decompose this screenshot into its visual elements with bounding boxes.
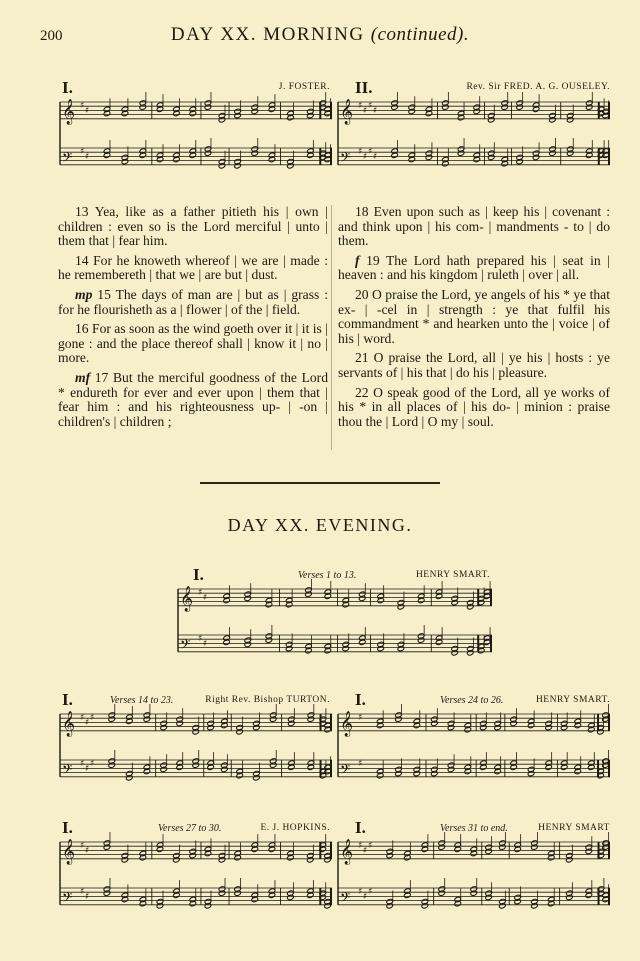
svg-text:♯: ♯ bbox=[85, 846, 90, 856]
evening-tune-5-number: I. bbox=[355, 818, 366, 837]
evening-tune-1-verses: Verses 1 to 13. bbox=[298, 570, 357, 581]
svg-text:𝄞: 𝄞 bbox=[62, 711, 76, 737]
column-rule bbox=[331, 205, 332, 450]
page-number: 200 bbox=[40, 28, 63, 44]
evening-tune-3-number: I. bbox=[355, 690, 366, 709]
svg-text:♯: ♯ bbox=[368, 101, 373, 111]
verse-15: mp 15 The days of man are | but as | grass : for he flourisheth as a | flower | of the | field. bbox=[58, 286, 328, 317]
evening-tune-2-score bbox=[60, 708, 332, 790]
svg-text:♯: ♯ bbox=[368, 841, 373, 851]
page-header bbox=[0, 24, 640, 46]
svg-text:♯: ♯ bbox=[90, 759, 95, 769]
svg-text:♯: ♯ bbox=[90, 713, 95, 723]
evening-title: DAY XX. EVENING. bbox=[227, 515, 413, 535]
morning-tune-2-number: II. bbox=[355, 78, 373, 97]
psalm-text-right bbox=[338, 205, 610, 434]
evening-tune-3-score bbox=[338, 708, 610, 790]
evening-tune-3-verses: Verses 24 to 26. bbox=[440, 695, 504, 706]
evening-tune-4-composer: E. J. HOPKINS. bbox=[260, 823, 330, 833]
svg-text:𝄞: 𝄞 bbox=[180, 586, 194, 612]
evening-tune-3-composer: HENRY SMART. bbox=[535, 695, 610, 705]
svg-text:♯: ♯ bbox=[358, 841, 363, 851]
svg-text:𝄢: 𝄢 bbox=[180, 636, 191, 656]
svg-text:𝄢: 𝄢 bbox=[62, 889, 73, 909]
morning-tune-1-number: I. bbox=[62, 78, 73, 97]
verse-16: 16 For as soon as the wind goeth over it | it is | gone : and the place thereof shall | know it | no | more. bbox=[58, 321, 328, 366]
svg-text:♯: ♯ bbox=[363, 106, 368, 116]
svg-text:♯: ♯ bbox=[368, 887, 373, 897]
evening-tune-5-score bbox=[338, 836, 610, 918]
psalm-text-left bbox=[58, 205, 328, 434]
svg-text:♯: ♯ bbox=[358, 759, 363, 769]
evening-tune-2-composer: Right Rev. Bishop TURTON. bbox=[205, 695, 330, 705]
svg-text:𝄢: 𝄢 bbox=[340, 761, 351, 781]
svg-text:♯: ♯ bbox=[85, 764, 90, 774]
evening-tune-2-number: I. bbox=[62, 690, 73, 709]
evening-tune-1-number: I. bbox=[193, 565, 204, 584]
evening-tune-5-verses: Verses 31 to end. bbox=[440, 823, 508, 834]
svg-text:♯: ♯ bbox=[80, 759, 85, 769]
verse-21: 21 O praise the Lord, all | ye his | hosts : ye servants of | his that | do his | pleasure. bbox=[338, 350, 610, 380]
evening-tune-4-number: I. bbox=[62, 818, 73, 837]
verse-19: f 19 The Lord hath prepared his | seat in | heaven : and his kingdom | ruleth | over | all. bbox=[338, 252, 610, 283]
evening-tune-4-verses: Verses 27 to 30. bbox=[158, 823, 222, 834]
verse-17: mf 17 But the merciful goodness of the Lord * endureth for ever and ever upon | them that | fear him : and his righteousness up- | -on | children's | children ; bbox=[58, 369, 328, 429]
evening-tune-4-score bbox=[60, 836, 332, 918]
svg-text:♯: ♯ bbox=[85, 106, 90, 116]
section-divider bbox=[200, 482, 440, 484]
svg-text:♯: ♯ bbox=[85, 152, 90, 162]
svg-text:♯: ♯ bbox=[373, 106, 378, 116]
header-main: DAY XX. MORNING bbox=[170, 24, 365, 45]
svg-text:♯: ♯ bbox=[358, 101, 363, 111]
evening-tune-5-composer: HENRY SMART bbox=[538, 823, 610, 833]
svg-text:𝄞: 𝄞 bbox=[62, 839, 76, 865]
morning-tune-2-composer: Rev. Sir FRED. A. G. OUSELEY. bbox=[466, 82, 610, 92]
evening-tune-1-composer: HENRY SMART. bbox=[415, 570, 490, 580]
svg-text:♯: ♯ bbox=[363, 846, 368, 856]
svg-text:♯: ♯ bbox=[80, 147, 85, 157]
svg-text:𝄞: 𝄞 bbox=[62, 99, 76, 125]
svg-text:𝄞: 𝄞 bbox=[340, 839, 354, 865]
svg-text:𝄞: 𝄞 bbox=[340, 99, 354, 125]
verse-20: 20 O praise the Lord, ye angels of his * ye that ex- | -cel in | strength : ye that fulfil his commandment * and hearken unto the | voice | of his | word. bbox=[338, 286, 610, 346]
svg-text:♯: ♯ bbox=[358, 887, 363, 897]
verse-13: 13 Yea, like as a father pitieth his | own | children : even so is the Lord merciful | unto | them that | fear him. bbox=[58, 204, 328, 249]
verse-14: 14 For he knoweth whereof | we are | made : he remembereth | that we | are but | dust. bbox=[58, 252, 328, 283]
morning-tune-1-composer: J. FOSTER. bbox=[278, 82, 330, 92]
svg-text:♯: ♯ bbox=[358, 147, 363, 157]
svg-text:♯: ♯ bbox=[198, 634, 203, 644]
svg-text:♯: ♯ bbox=[80, 713, 85, 723]
svg-text:𝄢: 𝄢 bbox=[340, 889, 351, 909]
svg-text:♯: ♯ bbox=[363, 152, 368, 162]
svg-text:♯: ♯ bbox=[80, 841, 85, 851]
morning-tune-2-score bbox=[338, 96, 610, 178]
header-sub: (continued). bbox=[370, 24, 470, 45]
svg-text:♯: ♯ bbox=[368, 147, 373, 157]
evening-tune-1-score bbox=[178, 583, 492, 665]
svg-text:𝄢: 𝄢 bbox=[62, 149, 73, 169]
svg-text:𝄢: 𝄢 bbox=[340, 149, 351, 169]
verse-18: 18 Even upon such as | keep his | covenant : and think upon | his com- | mandments - to | do them. bbox=[338, 204, 610, 249]
svg-text:♯: ♯ bbox=[85, 718, 90, 728]
svg-text:♯: ♯ bbox=[198, 588, 203, 598]
svg-text:♯: ♯ bbox=[358, 713, 363, 723]
svg-text:♯: ♯ bbox=[80, 101, 85, 111]
svg-text:𝄢: 𝄢 bbox=[62, 761, 73, 781]
svg-text:♯: ♯ bbox=[203, 639, 208, 649]
evening-tune-2-verses: Verses 14 to 23. bbox=[110, 695, 174, 706]
svg-text:♯: ♯ bbox=[203, 593, 208, 603]
svg-text:♯: ♯ bbox=[363, 892, 368, 902]
svg-text:𝄞: 𝄞 bbox=[340, 711, 354, 737]
svg-text:♯: ♯ bbox=[85, 892, 90, 902]
svg-text:♯: ♯ bbox=[373, 152, 378, 162]
morning-tune-1-score bbox=[60, 96, 332, 178]
verse-22: 22 O speak good of the Lord, all ye works of his * in all places of | his do- | minion : praise thou the | Lord | O my | soul. bbox=[338, 384, 610, 429]
svg-text:♯: ♯ bbox=[80, 887, 85, 897]
